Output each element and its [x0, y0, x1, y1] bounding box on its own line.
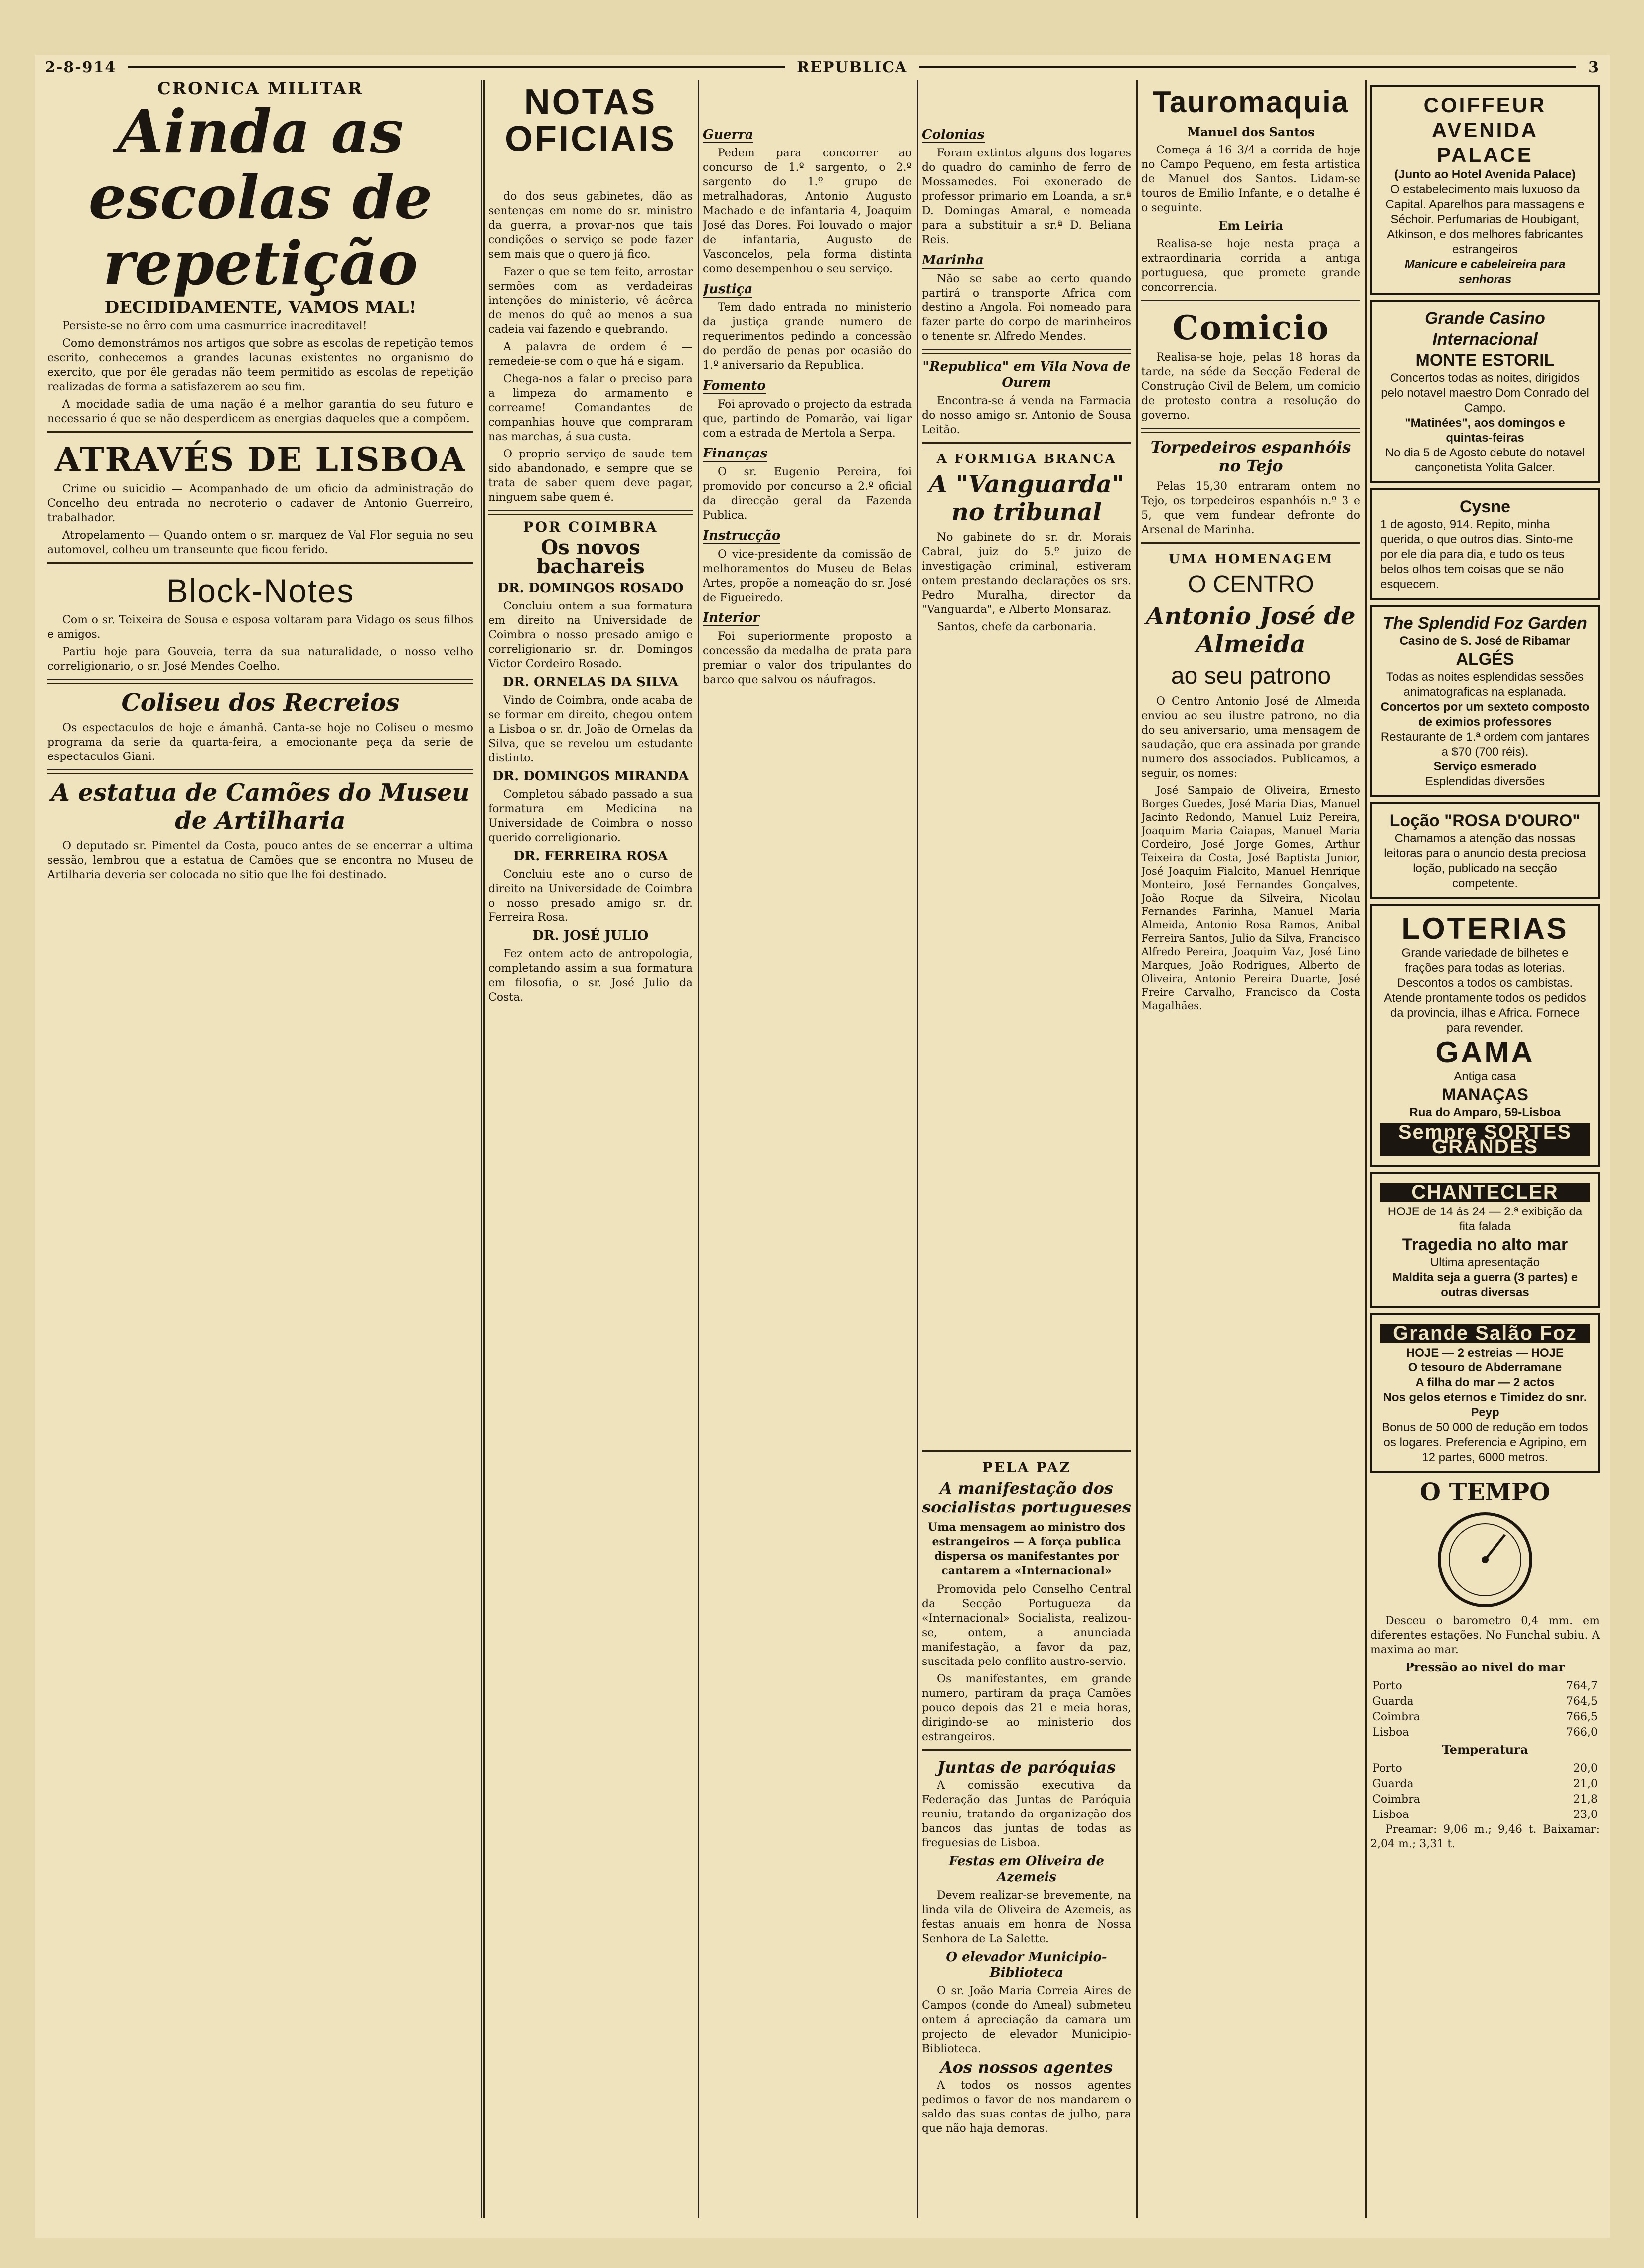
- ad4-text: Todas as noites esplendidas sessões animatograficas na esplanada.: [1386, 670, 1584, 699]
- col3-section-name: Interior: [703, 610, 760, 625]
- column-3-header-area: [486, 80, 695, 2218]
- col2-box1-section-name: DR. DOMINGOS MIRANDA: [492, 769, 689, 784]
- ad7-text: HOJE de 14 ás 24 — 2.ª exibição da fita falada: [1387, 1205, 1583, 1233]
- city-cell: Lisboa: [1372, 1809, 1409, 1821]
- masthead: [45, 59, 1600, 76]
- col6-box2-title: Juntas de paróquias: [937, 1758, 1116, 1777]
- col2-paragraph: Chega-nos a falar o preciso para a limpeza do armamento e correame! Comandantes de companhias houve que compraram nas marchas, á sua custa.: [488, 373, 693, 443]
- col3-section-text: Foi aprovado o projecto da estrada que, partindo de Pomarão, vai ligar com a estrada de Mertola a Serpa.: [703, 398, 912, 440]
- col1-box2-paragraph: Partiu hoje para Gouveia, terra da sua naturalidade, o nosso velho correligionario, o sr. José Mendes Coelho.: [47, 646, 473, 673]
- divider: [922, 349, 1131, 354]
- ad2-title3: MONTE ESTORIL: [1415, 351, 1555, 370]
- ad7-footer: Maldita seja a guerra (3 partes) e outras diversas: [1392, 1271, 1578, 1299]
- col2-paragraph: do dos seus gabinetes, dão as sentenças em nome do sr. ministro da guerra, a provar-nos que tais condições o serviço se pode fazer sem mais que o quero já fico.: [488, 190, 693, 261]
- ad5-title: Loção "ROSA D'OURO": [1389, 811, 1581, 830]
- col6-box1-title: PELA PAZ: [982, 1459, 1071, 1476]
- column-7: [1370, 80, 1600, 2218]
- ad8-text: HOJE — 2 estreias — HOJE: [1406, 1346, 1564, 1360]
- col2-box1-title: POR COIMBRA: [523, 519, 658, 535]
- divider: [922, 1450, 1131, 1455]
- col5-box4-headline2: Antonio José de Almeida: [1146, 603, 1356, 658]
- col2-box1-section-text: Concluiu ontem a sua formatura em direito na Universidade de Coimbra o nosso presado amigo e correligionario sr. dr. Domingos Victor Cordeiro Rosado.: [488, 600, 693, 670]
- ad6-footer: Sempre SORTES GRANDES: [1380, 1123, 1590, 1156]
- col3-section-name: Guerra: [703, 127, 753, 142]
- col5-box1-text: Começa á 16 3/4 a corrida de hoje no Campo Pequeno, em festa artistica de Manuel dos Santos. Lidam-se touros de Emilio Infante, e o detalhe é o seguinte.: [1141, 144, 1360, 214]
- ad6-sub3: MANAÇAS: [1442, 1085, 1528, 1104]
- value-cell: 21,8: [1573, 1793, 1598, 1806]
- ad8-sub2: A filha do mar — 2 actos: [1415, 1376, 1555, 1389]
- value-cell: 764,7: [1566, 1680, 1598, 1692]
- ad4-footer: Esplendidas diversões: [1425, 775, 1545, 788]
- city-cell: Lisboa: [1372, 1726, 1409, 1739]
- column-3-lead: [491, 125, 695, 189]
- divider: [1141, 300, 1360, 304]
- divider: [47, 562, 473, 567]
- city-cell: Guarda: [1372, 1778, 1414, 1790]
- column-rule: [483, 80, 485, 2218]
- col4-box2-kicker: A FORMIGA BRANCA: [936, 452, 1117, 466]
- col2-paragraph: Fazer o que se tem feito, arrostar sermões com as verdadeiras intenções do ministerio, vê ácêrca de menos do quê ao menos a sua cadeia vai fazendo e quebrando.: [488, 266, 693, 336]
- col5-headline: Tauromaquia: [1152, 85, 1349, 119]
- masthead-rule-right: [919, 66, 1576, 68]
- col1-box3-title: Coliseu dos Recreios: [121, 689, 400, 717]
- col3-section-text: O sr. Eugenio Pereira, foi promovido por concurso a 2.º oficial da direcção geral da Fazenda Publica.: [703, 466, 912, 522]
- column-4-header: [912, 80, 1131, 125]
- ad8-title: Grande Salão Foz: [1380, 1324, 1590, 1343]
- column-rule: [1365, 80, 1367, 2218]
- masthead-page-number: 3: [1588, 58, 1600, 76]
- col6-box1-text: Promovida pelo Conselho Central da Secção Portugueza da «Internacional» Socialista, realizou-se, ontem, a anunciada manifestação, a favor da paz, suscitada pelo conflito austro-servio.: [922, 1583, 1131, 1668]
- ad2-text: Concertos todas as noites, dirigidos pelo notavel maestro Dom Conrado del Campo.: [1381, 371, 1589, 415]
- col1-box4-title: A estatua de Camões do Museu de Artilharia: [51, 779, 470, 835]
- col2-box1-section-name: DR. JOSÉ JULIO: [532, 928, 649, 943]
- weather-box: [1370, 1478, 1600, 1851]
- col4-box1-text: Encontra-se á venda na Farmacia do nosso amigo sr. Antonio de Sousa Leitão.: [922, 395, 1131, 436]
- col2-box1-section-name: DR. DOMINGOS ROSADO: [497, 581, 684, 596]
- ad-foz-garden: [1370, 605, 1600, 797]
- col5-box1-sub2: Em Leiria: [1218, 218, 1284, 233]
- ad5-text: Chamamos a atenção das nossas leitoras para o anuncio desta preciosa loção, publicado na secção competente.: [1384, 832, 1586, 890]
- col3-section-text: Tem dado entrada no ministerio da justiça grande numero de requerimentos pedindo a concessão do perdão de penas por ocasião do 1.º aniversario da Republica.: [703, 302, 912, 372]
- col2-box1-section-text: Completou sábado passado a sua formatura em Medicina na Universidade de Coimbra o nosso querido correligionario.: [488, 788, 693, 844]
- value-cell: 766,5: [1566, 1711, 1598, 1723]
- ad6-sub2: Antiga casa: [1454, 1070, 1516, 1083]
- ad4-sub2: Serviço esmerado: [1433, 760, 1537, 773]
- weather-text: Desceu o barometro 0,4 mm. em diferentes estações. No Funchal subiu. A maxima ao mar.: [1370, 1615, 1600, 1656]
- ad4-text2: Restaurante de 1.ª ordem com jantares a $70 (700 réis).: [1380, 730, 1590, 758]
- ad-coiffeur: [1370, 85, 1600, 295]
- col5-box3-title: Torpedeiros espanhóis no Tejo: [1150, 438, 1351, 475]
- city-cell: Porto: [1372, 1680, 1402, 1692]
- ad2-footer: No dia 5 de Agosto debute do notavel cançonetista Yolita Galcer.: [1385, 446, 1585, 474]
- col2-paragraph: O proprio serviço de saude tem sido abandonado, e sempre que se trata de saber quem deve pagar, ninguem sabe quem é.: [488, 448, 693, 504]
- col4-box1-title: "Republica" em Vila Nova de Ourem: [922, 359, 1131, 390]
- ad6-title: LOTERIAS: [1401, 912, 1569, 945]
- table-row: [1370, 1694, 1600, 1709]
- col5-box4-names: José Sampaio de Oliveira, Ernesto Borges Guedes, José Maria Dias, Manuel Jacinto Redondo, Manuel Luiz Pereira, Joaquim Maria Caiapas, Manuel Maria Cordeiro, José Jorge Gomes, Arthur Teixeira da Costa, José Baptista Junior, José Joaquim Fialcito, Manuel Henrique Monteiro, José Fernandes Gonçalves, João Roque da Silveira, Nicolau Fernandes Farinha, Manuel Maria Almeida, Antonio Rosa Ramos, Anibal Ferreira Santos, Julio da Silva, Francisco Alfredo Pereira, Joaquim Vaz, José Lino Marques, João Rodrigues, Alberto de Oliveira, Antonio Pereira Duarte, José Freire Carvalho, Francisco da Costa Magalhães.: [1141, 784, 1360, 1012]
- value-cell: 764,5: [1566, 1695, 1598, 1708]
- col3-section-name: Fomento: [703, 378, 766, 393]
- col5-box3-text: Pelas 15,30 entraram ontem no Tejo, os torpedeiros espanhóis n.º 3 e 5, que vem fundear defronte do Arsenal de Marinha.: [1141, 480, 1360, 536]
- column-5: [1141, 80, 1360, 2218]
- ad4-title3: ALGÉS: [1456, 650, 1514, 669]
- weather-temp-title: Temperatura: [1442, 1742, 1528, 1757]
- col1-box4-paragraph: O deputado sr. Pimentel da Costa, pouco antes de se encerrar a ultima sessão, lembrou que a estatua de Camões que se encontra no Museu de Artilharia deveria ser colocada no sitio que lhe foi destinado.: [47, 840, 473, 881]
- col2-paragraph: A palavra de ordem é — remedeie-se com o que há e sigam.: [488, 341, 693, 368]
- masthead-rule-left: [128, 66, 785, 68]
- col5-box4-headline1: O CENTRO: [1188, 571, 1314, 598]
- ad-chantecler: [1370, 1172, 1600, 1308]
- col3-section-text: Pedem para concorrer ao concurso de 1.º sargento, o 2.º sargento do 1.º grupo de metralhadoras, Antonio Augusto Machado e de infantaria 4, Joaquim José das Dores. Foi louvado o major de infantaria, Augusto de Vasconcelos, pela forma distinta como desempenhou o seu serviço.: [703, 147, 912, 275]
- city-cell: Coimbra: [1372, 1793, 1420, 1806]
- col2-box1-section-text: Concluiu este ano o curso de direito na Universidade de Coimbra o nosso presado amigo sr. dr. Ferreira Rosa.: [488, 868, 693, 924]
- divider: [47, 431, 473, 436]
- col6-box1-text2: Os manifestantes, em grande numero, partiram da praça Camões pouco depois das 21 e meia horas, dirigindo-se ao ministerio dos estrangeiros.: [922, 1673, 1131, 1743]
- col2-box1-headline: Os novos bachareis: [536, 536, 645, 578]
- ad-cysne: [1370, 488, 1600, 600]
- col5-box1-subhead: Manuel dos Santos: [1187, 125, 1315, 139]
- col6-box4-title: O elevador Municipio-Biblioteca: [946, 1950, 1107, 1980]
- col6-box3-text: Devem realizar-se brevemente, na linda vila de Oliveira de Azemeis, as festas anuais em honra de Nossa Senhora de La Salette.: [922, 1889, 1131, 1945]
- col1-headline: Ainda as escolas de repetição: [88, 97, 433, 299]
- col2-box1-section-name: DR. ORNELAS DA SILVA: [502, 675, 679, 690]
- ad-salao-foz: [1370, 1313, 1600, 1473]
- barometer-icon: [1435, 1510, 1535, 1610]
- city-cell: Coimbra: [1372, 1711, 1420, 1723]
- col1-box2-title: Block-Notes: [166, 572, 355, 609]
- col2-box1-section-text: Vindo de Coimbra, onde acaba de se formar em direito, chegou ontem a Lisboa o sr. dr. João de Ornelas da Silva, que se revelou um estudante distinto.: [488, 694, 693, 764]
- table-row: [1370, 1792, 1600, 1807]
- divider: [47, 679, 473, 684]
- col2-box1-section-name: DR. FERREIRA ROSA: [513, 849, 668, 864]
- ad7-sub2: Ultima apresentação: [1430, 1256, 1540, 1269]
- ad6-text: Grande variedade de bilhetes e frações para todas as loterias. Descontos a todos os cambistas. Atende prontamente todos os pedidos da provincia, ilhas e Africa. Fornece para revender.: [1384, 946, 1586, 1035]
- ad2-title2: Internacional: [1432, 330, 1538, 349]
- value-cell: 23,0: [1573, 1809, 1598, 1821]
- value-cell: 20,0: [1573, 1762, 1598, 1775]
- col3-section-name: Finanças: [703, 446, 768, 461]
- ad8-footer: Nos gelos eternos e Timidez do snr. Peyp: [1383, 1391, 1587, 1419]
- col1-box2-paragraph: Com o sr. Teixeira de Sousa e esposa voltaram para Vidago os seus filhos e amigos.: [47, 614, 473, 641]
- ad1-text: O estabelecimento mais luxuoso da Capital. Aparelhos para massagens e Séchoir. Perfumarias de Houbigant, Atkinson, e dos melhores fabricantes estrangeiros: [1385, 183, 1585, 256]
- weather-pressure-table: [1370, 1678, 1600, 1740]
- ad6-sub: GAMA: [1435, 1036, 1535, 1069]
- ad2-title1: Grande Casino: [1425, 309, 1545, 328]
- col1-box1-paragraph: Crime ou suicidio — Acompanhado de um oficio da administração do Concelho deu entrada no necroterio o cadaver de Antonio Guerreiro, trabalhador.: [47, 483, 473, 524]
- ad4-title1: The Splendid Foz Garden: [1383, 614, 1587, 633]
- ad7-title: CHANTECLER: [1380, 1183, 1590, 1202]
- col6-box5-text: A todos os nossos agentes pedimos o favor de nos mandarem o saldo das suas contas de julho, para que não haja demoras.: [922, 2079, 1131, 2135]
- ad1-footer: Manicure e cabeleireira para senhoras: [1404, 258, 1566, 286]
- col6-box2-text: A comissão executiva da Federação das Juntas de Paróquia reuniu, tratando da organização dos bancos das juntas de todas as freguesias de Lisboa.: [922, 1779, 1131, 1849]
- column-rule: [481, 80, 482, 2218]
- col4-box2-text: No gabinete do sr. dr. Morais Cabral, juiz do 5.º juizo de investigação criminal, estiveram ontem prestando declarações os srs. Pedro Muralha, director da "Vanguarda", e Alberto Monsaraz.: [922, 531, 1131, 616]
- ad8-text2: Bonus de 50 000 de redução em todos os logares. Preferencia e Agripino, em 12 partes, 6000 metros.: [1382, 1421, 1588, 1464]
- ad3-text: 1 de agosto, 914. Repito, minha querida, o que outros dias. Sinto-me por ele dia para dia, e tudo os teus belos olhos tem coisas que se não esquecem.: [1380, 518, 1573, 591]
- col4-section-name: Colonias: [922, 127, 985, 142]
- ad8-sub: O tesouro de Abderramane: [1408, 1361, 1562, 1374]
- table-row: [1370, 1725, 1600, 1740]
- ad4-title2: Casino de S. José de Ribamar: [1399, 634, 1571, 648]
- ad6-sub4: Rua do Amparo, 59-Lisboa: [1409, 1106, 1561, 1119]
- col4-box2-headline: A "Vanguarda" no tribunal: [928, 470, 1125, 526]
- col5-box2-title: Comicio: [1172, 308, 1330, 347]
- col1-paragraph: Persiste-se no êrro com uma casmurrice inacreditavel!: [62, 320, 367, 332]
- col1-box1-paragraph: Atropelamento — Quando ontem o sr. marquez de Val Flor seguia no seu automovel, colheu um transeunte que ficou ferido.: [47, 529, 473, 556]
- ad1-title: COIFFEUR AVENIDA PALACE: [1423, 93, 1547, 166]
- ad-loterias: [1370, 904, 1600, 1167]
- col5-box1-text2: Realisa-se hoje nesta praça a extraordinaria corrida a antiga portuguesa, que promete grande concorrencia.: [1141, 238, 1360, 294]
- col1-kicker: CRONICA MILITAR: [157, 80, 364, 99]
- col3-section-text: O vice-presidente da comissão de melhoramentos do Museu de Belas Artes, propõe a nomeação do sr. José de Figueiredo.: [703, 548, 912, 604]
- city-cell: Porto: [1372, 1762, 1402, 1775]
- col5-box2-text: Realisa-se hoje, pelas 18 horas da tarde, na séde da Secção Federal de Construção Civil de Belem, um comicio de protesto contra a resolução do governo.: [1141, 351, 1360, 422]
- ad2-sub: "Matinées", aos domingos e quintas-feiras: [1405, 416, 1565, 445]
- weather-table-title: Pressão ao nivel do mar: [1405, 1660, 1565, 1674]
- col3-section-text: Foi superiormente proposto a concessão da medalha de prata para premiar o valor dos tripulantes do barco que salvou os náufragos.: [703, 630, 912, 686]
- column-3: [703, 125, 912, 2218]
- col1-paragraph: A mocidade sadia de uma nação é a melhor garantia do seu futuro e necessario é que se não desperdicem as energias daqueles que a compõem.: [47, 398, 473, 425]
- col4-section-text: Foram extintos alguns dos logares do quadro do caminho de ferro de Mossamedes. Foi exonerado de professor primario em Loanda, a sr.ª D. Domingas Amaral, e nomeada para a substituir a sr.ª D. Beliana Reis.: [922, 147, 1131, 246]
- table-row: [1370, 1761, 1600, 1776]
- col5-box4-text: O Centro Antonio José de Almeida enviou ao seu ilustre patrono, no dia do seu aniversario, uma mensagem de saudação, que era assinada por grande numero dos associados. Publicamos, a seguir, os nomes:: [1141, 695, 1360, 780]
- col3-section-name: Instrucção: [703, 528, 781, 543]
- col6-box4-text: O sr. João Maria Correia Aires de Campos (conde do Ameal) submeteu ontem á apreciação da camara um projecto de elevador Municipio-Biblioteca.: [922, 1985, 1131, 2055]
- value-cell: 21,0: [1573, 1778, 1598, 1790]
- divider: [922, 442, 1131, 447]
- col5-box4-kicker: UMA HOMENAGEM: [1168, 552, 1334, 567]
- column-rule: [1136, 80, 1138, 2218]
- ad4-sub: Concertos por um sexteto composto de eximios professores: [1380, 700, 1590, 729]
- col1-box1-title: ATRAVÉS DE LISBOA: [54, 440, 466, 479]
- ad7-sub: Tragedia no alto mar: [1402, 1235, 1568, 1254]
- table-row: [1370, 1709, 1600, 1725]
- column-1: [47, 80, 473, 2218]
- weather-title: O TEMPO: [1420, 1478, 1550, 1506]
- weather-footer: Preamar: 9,06 m.; 9,46 t. Baixamar: 2,04 m.; 3,31 t.: [1370, 1823, 1600, 1850]
- weather-temperature-table: [1370, 1761, 1600, 1822]
- col6-box1-subhead: Uma mensagem ao ministro dos estrangeiros — A força publica dispersa os manifestantes por cantarem a «Internacional»: [927, 1521, 1126, 1577]
- col4-section-text: Não se sabe ao certo quando partirá o transporte Africa com destino a Angola. Foi nomeado para fazer parte do corpo de marinheiros o tenente sr. Alfredo Mendes.: [922, 273, 1131, 343]
- divider: [47, 769, 473, 774]
- col6-box3-title: Festas em Oliveira de Azemeis: [948, 1854, 1105, 1885]
- col6-box5-title: Aos nossos agentes: [940, 2058, 1113, 2077]
- col4-section-name: Marinha: [922, 253, 984, 268]
- column-6: [922, 1445, 1131, 2218]
- table-row: [1370, 1776, 1600, 1792]
- col1-subhead: DECIDIDAMENTE, VAMOS MAL!: [104, 298, 417, 317]
- table-row: [1370, 1807, 1600, 1822]
- masthead-date: 2-8-914: [45, 58, 117, 76]
- ad-casino: [1370, 300, 1600, 483]
- table-row: [1370, 1678, 1600, 1694]
- col2-box1-section-text: Fez ontem acto de antropologia, completando assim a sua formatura em filosofia, o sr. José Julio da Costa.: [488, 948, 693, 1004]
- col3-section-name: Justiça: [703, 282, 753, 297]
- col6-box1-headline: A manifestação dos socialistas portugueses: [922, 1479, 1131, 1516]
- ad-rosa-douro: [1370, 802, 1600, 899]
- divider: [1141, 542, 1360, 547]
- col4-box2-footer: Santos, chefe da carbonaria.: [937, 621, 1096, 633]
- column-rule: [698, 80, 699, 2218]
- column-rule: [917, 80, 918, 2218]
- city-cell: Guarda: [1372, 1695, 1414, 1708]
- ad1-sub: (Junto ao Hotel Avenida Palace): [1394, 168, 1576, 181]
- masthead-name: REPUBLICA: [797, 58, 908, 76]
- col1-paragraph: Como demonstrámos nos artigos que sobre as escolas de repetição temos escrito, conhecemos a grandes lacunas existentes no organismo do exercito, que por êle geradas não teem permitido as escolas de repetição realizadas de forma a satisfazerem ao seu fim.: [47, 337, 473, 393]
- ad3-title: Cysne: [1459, 497, 1511, 516]
- col3-headline: NOTAS OFICIAIS: [504, 82, 676, 159]
- value-cell: 766,0: [1566, 1726, 1598, 1739]
- divider: [922, 1749, 1131, 1754]
- col5-box4-headline3: ao seu patrono: [1171, 663, 1331, 689]
- col1-box3-paragraph: Os espectaculos de hoje e ámanhã. Canta-se hoje no Coliseu o mesmo programa da serie da quarta-feira, a emocionante peça da serie de espectaculos Giani.: [47, 722, 473, 763]
- divider: [1141, 428, 1360, 433]
